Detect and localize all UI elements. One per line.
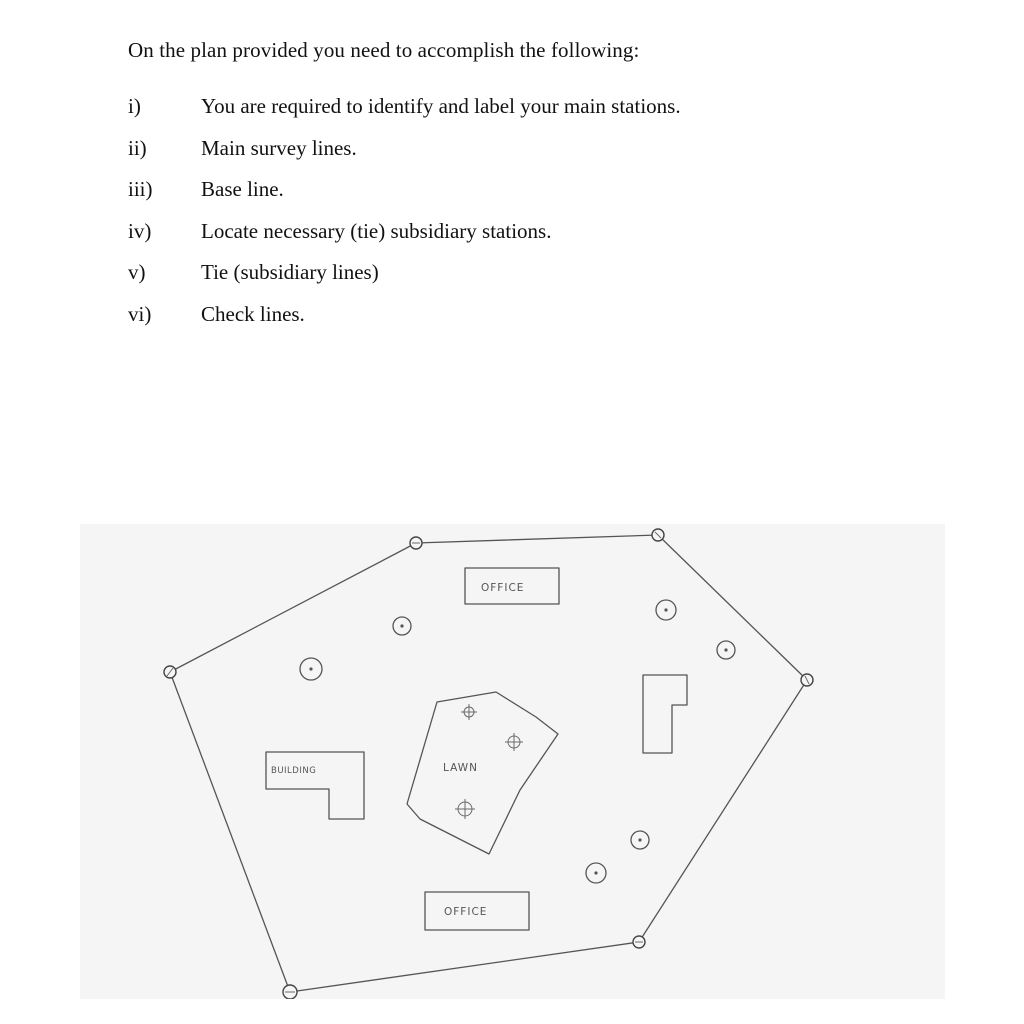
task-text: Tie (subsidiary lines) xyxy=(201,260,379,285)
tree-icon xyxy=(393,617,411,635)
flower-icon xyxy=(505,733,523,751)
task-number: i) xyxy=(128,94,141,118)
tree-icon xyxy=(656,600,676,620)
main-station-marker xyxy=(652,529,664,541)
task-number: iii) xyxy=(128,177,153,202)
tree-icon xyxy=(300,658,322,680)
flower-icon xyxy=(455,799,475,819)
site-plan-sketch xyxy=(80,524,945,999)
task-text: Main survey lines. xyxy=(201,135,357,160)
task-number: v) xyxy=(128,260,146,285)
tree-icon xyxy=(631,831,649,849)
task-text: Base line. xyxy=(201,177,284,202)
task-number: vi) xyxy=(128,301,152,326)
instruction-heading: On the plan provided you need to accomplish the following: xyxy=(128,38,640,62)
main-station-marker xyxy=(410,537,422,549)
lawn-outline xyxy=(407,692,558,854)
main-station-marker xyxy=(633,936,645,948)
office-top-label: OFFICE xyxy=(481,582,525,594)
right-structure-outline xyxy=(643,675,687,753)
main-station-marker xyxy=(283,985,297,999)
task-number: ii) xyxy=(128,135,147,160)
tree-icon xyxy=(717,641,735,659)
tree-icon xyxy=(586,863,606,883)
task-text: You are required to identify and label your main stations. xyxy=(201,94,681,118)
task-text: Check lines. xyxy=(201,301,305,326)
task-text: Locate necessary (tie) subsidiary stations. xyxy=(201,218,552,243)
lawn-label: LAWN xyxy=(443,762,478,774)
building-outline xyxy=(266,752,364,819)
office-bottom-label: OFFICE xyxy=(444,906,488,918)
task-number: iv) xyxy=(128,218,152,243)
building-label: BUILDING xyxy=(271,766,317,776)
main-station-marker xyxy=(801,674,813,686)
flower-icon xyxy=(461,704,477,720)
main-station-marker xyxy=(164,666,176,678)
site-plan-svg xyxy=(80,524,945,999)
